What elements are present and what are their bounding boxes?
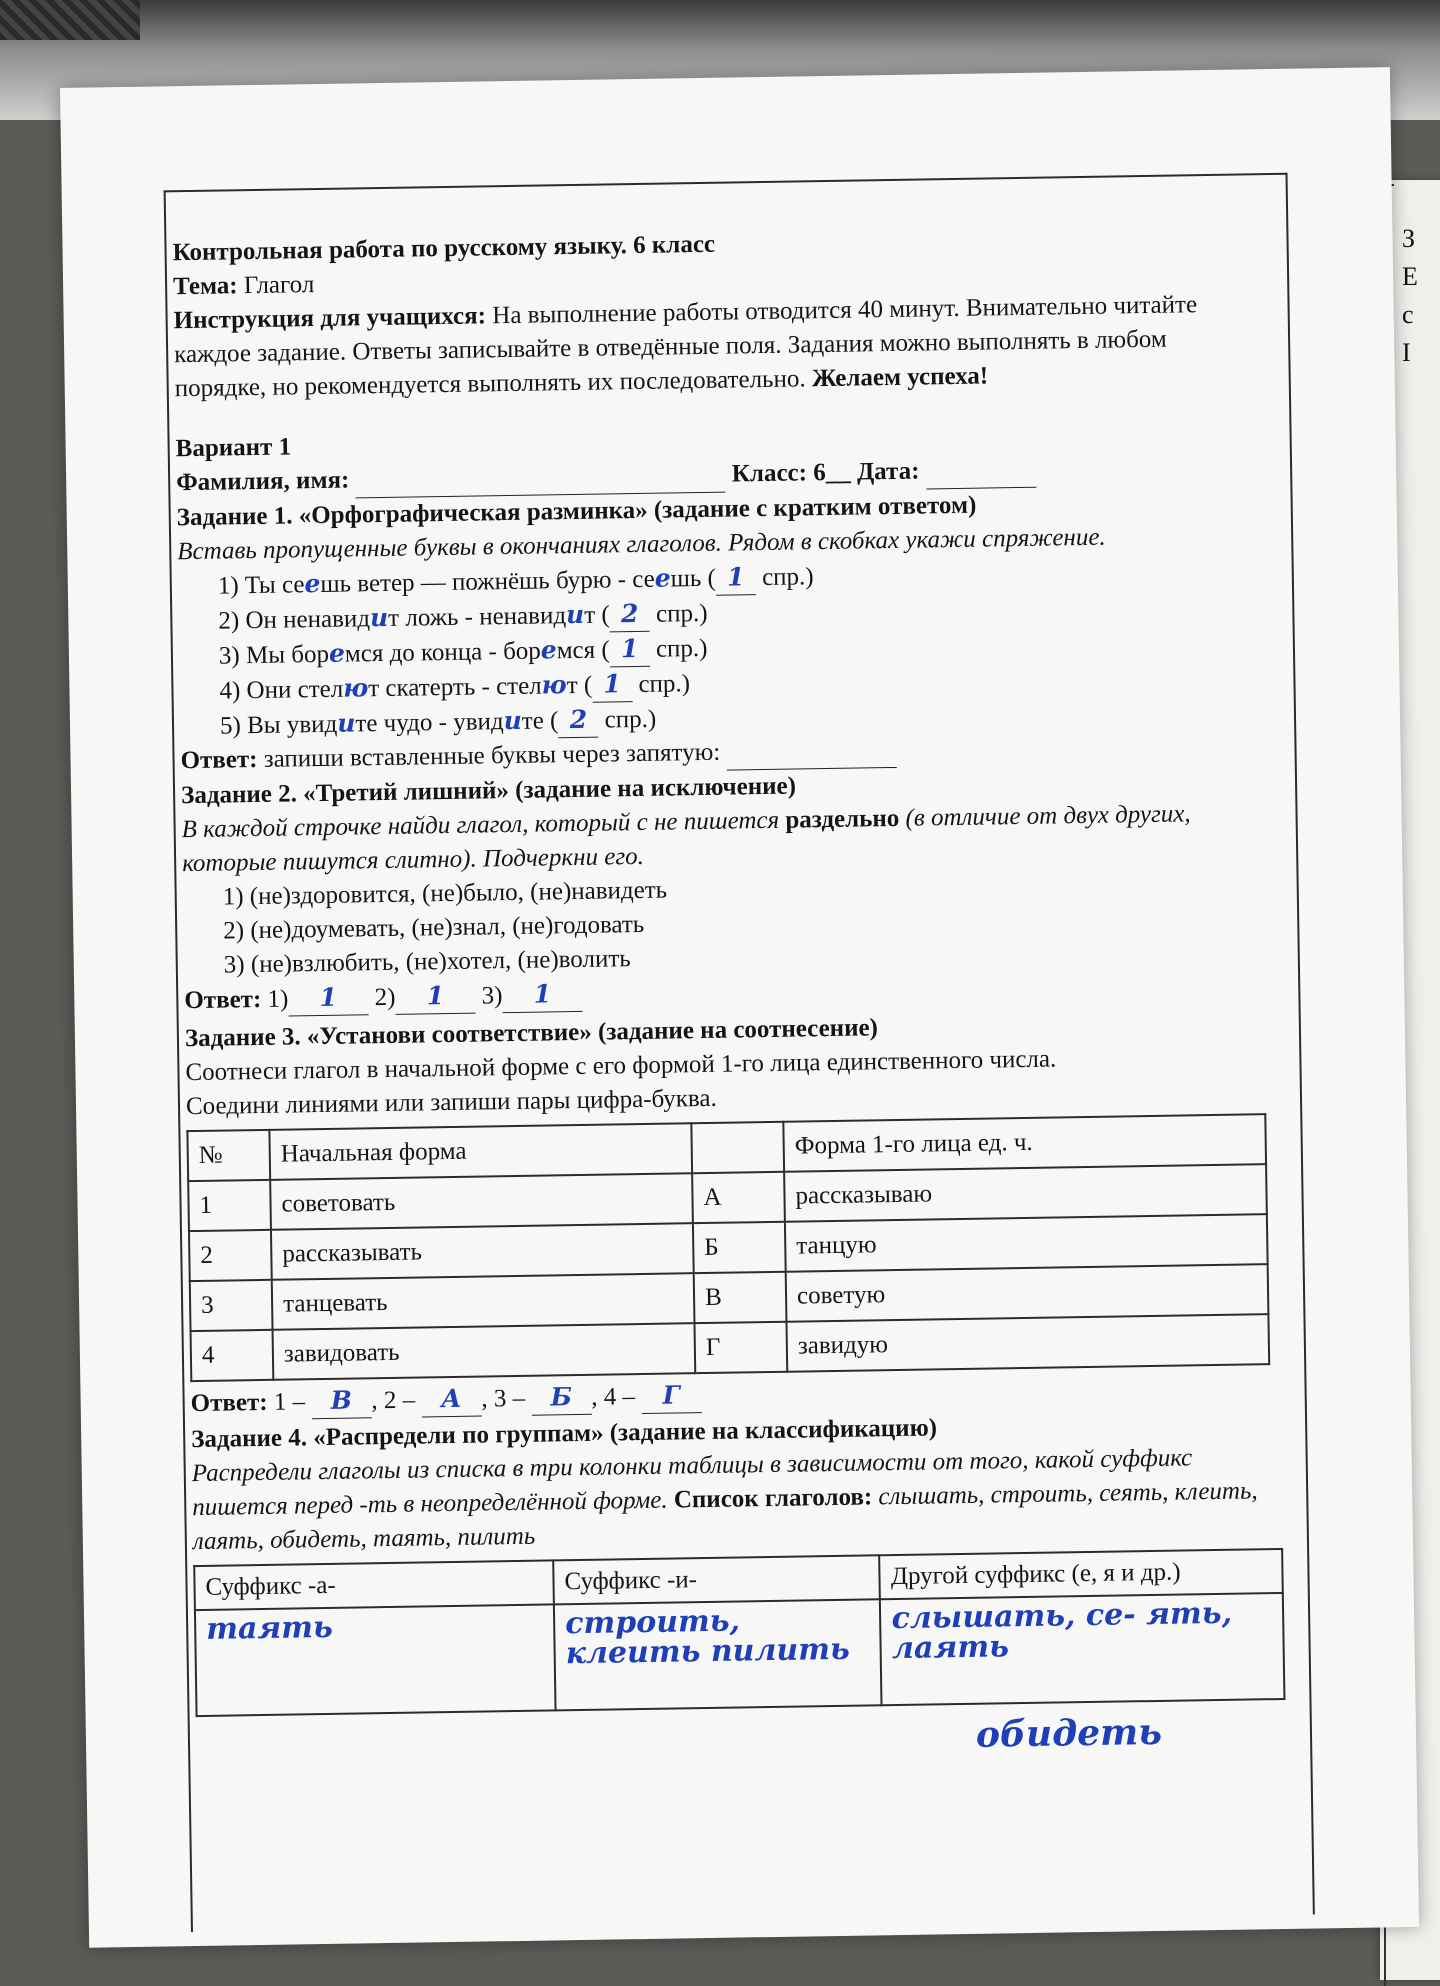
table-header: Другой суффикс (е, я и др.) xyxy=(880,1549,1283,1599)
item-text: мся ( xyxy=(556,636,610,665)
topic-value: Глагол xyxy=(243,271,315,300)
instr-text: Распредели глаголы из списка в три колонки таблицы в зависимости от того, какой суффикс пишется перед -ть в неопределённой форме. xyxy=(191,1444,1193,1522)
handwritten-conjugation: 2 xyxy=(558,703,599,739)
item-text: мся до конца - бор xyxy=(344,637,542,668)
table-cell: танцую xyxy=(785,1214,1268,1272)
item-text: Вы увид xyxy=(246,710,338,740)
answer-index: 2) xyxy=(374,983,396,1012)
name-field[interactable] xyxy=(355,458,726,499)
handwritten-conjugation: 1 xyxy=(609,632,650,668)
table-cell: советую xyxy=(786,1264,1269,1322)
second-sheet-edge-text xyxy=(1402,220,1418,372)
answer-label: Ответ: xyxy=(184,985,262,1015)
table-cell: советовать xyxy=(270,1173,693,1230)
handwritten-letter: и xyxy=(336,708,356,738)
handwritten-letter: А xyxy=(421,1382,482,1418)
date-field[interactable] xyxy=(925,453,1036,490)
item-number: 3) xyxy=(223,951,245,979)
name-label: Фамилия, имя: xyxy=(176,466,350,497)
page-title: Контрольная работа по русскому языку. 6 класс xyxy=(172,230,716,267)
table-cell: рассказывать xyxy=(271,1223,694,1280)
answer-label: Ответ: xyxy=(190,1388,268,1418)
task3-instruction: Соедини линиями или запиши пары цифра-буква. xyxy=(185,1084,717,1121)
table-cell: 1 xyxy=(188,1180,271,1231)
handwritten-answer: 1 xyxy=(502,977,583,1013)
item-number: 1) xyxy=(222,883,244,911)
handwritten-answer: 1 xyxy=(288,980,369,1016)
item-text: (не)взлюбить, (не)хотел, (не)волить xyxy=(250,945,631,979)
task1-title: Задание 1. «Орфографическая разминка» (задание с кратким ответом) xyxy=(176,491,977,532)
handwritten-answer: 1 xyxy=(395,979,476,1015)
pair-number: , 3 – xyxy=(481,1384,526,1413)
wish-text: Желаем успеха! xyxy=(811,362,989,393)
handwritten-letter: е xyxy=(328,638,346,668)
handwritten-letter: е xyxy=(304,568,321,599)
table-cell: В xyxy=(694,1272,787,1323)
instructions-text: На выполнение работы отводится 40 минут. Внимательно читайте каждое задание. Ответы записывайте в отведённые поля. Задания можно выполнять в любом порядке, но рекомендуется выполнять их последовательно. xyxy=(173,291,1198,403)
item-text: т скатерть - стел xyxy=(368,672,542,703)
date-label: Дата: xyxy=(856,457,920,486)
item-text: т ( xyxy=(584,601,610,629)
item-number: 2) xyxy=(223,917,245,945)
item-text: (не)здоровится, (не)было, (не)навидеть xyxy=(249,876,668,911)
handwritten-letter: е xyxy=(540,635,557,665)
instructions xyxy=(173,287,1264,406)
handwritten-letter: Г xyxy=(641,1378,702,1414)
item-text: (не)доумевать, (не)знал, (не)годовать xyxy=(250,910,645,945)
table-cell: Б xyxy=(693,1222,786,1273)
handwritten-letter: е xyxy=(654,563,671,593)
table-header: Суффикс -и- xyxy=(553,1555,880,1604)
task3-title: Задание 3. «Установи соответствие» (задание на соотнесение) xyxy=(184,1014,879,1053)
handwritten-letter: ю xyxy=(541,670,567,700)
edge-line: З xyxy=(1402,224,1416,253)
table-cell: 3 xyxy=(190,1280,273,1331)
worksheet-content xyxy=(172,219,1286,1767)
task2-list xyxy=(182,864,1273,983)
handwritten-letter: и xyxy=(565,599,585,630)
item-text: т ( xyxy=(566,671,593,700)
item-text: спр.) xyxy=(598,705,657,734)
answer-text: запиши вставленные буквы через запятую: xyxy=(263,738,721,773)
item-number: 2) xyxy=(218,607,240,635)
item-text: спр.) xyxy=(755,563,814,592)
handwritten-letter: и xyxy=(369,602,389,633)
task2-title: Задание 2. «Третий лишний» (задание на исключение) xyxy=(180,772,797,810)
task4-instruction xyxy=(192,1440,1283,1559)
table-cell: завидую xyxy=(786,1314,1269,1372)
table-header: Суффикс -а- xyxy=(194,1560,554,1610)
pair-number: 1 – xyxy=(273,1388,306,1416)
item-text: спр.) xyxy=(649,599,708,628)
topic-label: Тема: xyxy=(172,272,238,301)
item-text: те чудо - увид xyxy=(355,708,504,738)
table-row xyxy=(195,1593,1285,1716)
table-header xyxy=(691,1122,784,1173)
instructions-label: Инструкция для учащихся: xyxy=(173,302,487,335)
variant-label: Вариант 1 xyxy=(175,433,292,463)
list-label: Список глаголов: xyxy=(673,1483,873,1514)
item-text: т ложь - ненавид xyxy=(387,602,567,632)
item-number: 4) xyxy=(219,677,241,705)
handwritten-conjugation: 1 xyxy=(716,560,757,596)
table-cell: Г xyxy=(694,1322,787,1373)
handwritten-cell: таять xyxy=(195,1604,556,1716)
item-text: спр.) xyxy=(632,670,691,699)
edge-line: I xyxy=(1402,338,1411,367)
edge-line: Е xyxy=(1402,262,1418,291)
edge-line: с xyxy=(1402,300,1414,329)
item-text: Мы бор xyxy=(245,640,330,670)
task3-table xyxy=(186,1113,1270,1382)
table-cell: танцевать xyxy=(272,1273,695,1330)
instr-text: В каждой строчке найди глагол, который с не пишется xyxy=(181,806,780,844)
task4-table xyxy=(193,1548,1285,1717)
item-number: 5) xyxy=(219,712,242,740)
class-label: Класс: 6__ xyxy=(731,458,851,488)
table-cell: 4 xyxy=(191,1330,274,1381)
handwritten-letter: ю xyxy=(342,673,369,703)
item-number: 3) xyxy=(218,642,240,670)
task3-instruction: Соотнеси глагол в начальной форме с его формой 1-го лица единственного числа. xyxy=(185,1045,1057,1087)
handwritten-letter: и xyxy=(503,705,523,736)
item-text: Они стел xyxy=(246,675,344,705)
handwritten-cell: строить, клеить пилить xyxy=(554,1599,882,1710)
table-cell: А xyxy=(692,1172,785,1223)
table-cell: рассказываю xyxy=(784,1164,1267,1222)
task1-instruction: Вставь пропущенные буквы в окончаниях глаголов. Рядом в скобках укажи спряжение. xyxy=(177,523,1106,566)
item-number: 1) xyxy=(217,572,239,600)
item-text: Он ненавид xyxy=(245,605,371,635)
handwritten-letter: Б xyxy=(531,1380,592,1416)
item-text: Ты се xyxy=(244,571,305,600)
pair-number: , 2 – xyxy=(371,1386,416,1415)
verb-list: слышать, строить, сеять, клеить, лаять, обидеть, таять, пилить xyxy=(192,1477,1258,1556)
item-text: шь ( xyxy=(670,564,717,593)
pair-number: , 4 – xyxy=(591,1383,636,1411)
handwritten-conjugation: 1 xyxy=(592,667,633,703)
answer-index: 1) xyxy=(267,985,289,1013)
worksheet xyxy=(60,67,1419,1948)
item-text: те ( xyxy=(521,707,559,735)
handwritten-conjugation: 2 xyxy=(609,597,650,633)
table-header: Начальная форма xyxy=(269,1123,692,1180)
handwritten-cell: слышать, се- ять, лаять xyxy=(880,1593,1284,1705)
table-cell: завидовать xyxy=(273,1323,696,1380)
handwritten-letter: В xyxy=(311,1383,372,1419)
task4-title: Задание 4. «Распредели по группам» (задание на классификацию) xyxy=(191,1414,938,1454)
table-header: Форма 1-го лица ед. ч. xyxy=(783,1114,1266,1172)
answer-index: 3) xyxy=(481,982,503,1010)
table-header: № xyxy=(187,1130,270,1181)
fabric-corner xyxy=(0,0,140,40)
instr-text: (в отличие от двух других, которые пишутся слитно). Подчеркни его. xyxy=(181,800,1191,878)
instr-bold: раздельно xyxy=(785,804,900,834)
task1-answer-field[interactable] xyxy=(726,733,897,771)
item-text: шь ветер — пожнёшь бурю - се xyxy=(320,565,655,598)
handwritten-overflow: обидеть xyxy=(975,1710,1163,1756)
answer-label: Ответ: xyxy=(180,745,258,775)
item-text: спр.) xyxy=(649,634,708,663)
table-cell: 2 xyxy=(189,1230,272,1281)
task1-list xyxy=(178,552,1271,744)
